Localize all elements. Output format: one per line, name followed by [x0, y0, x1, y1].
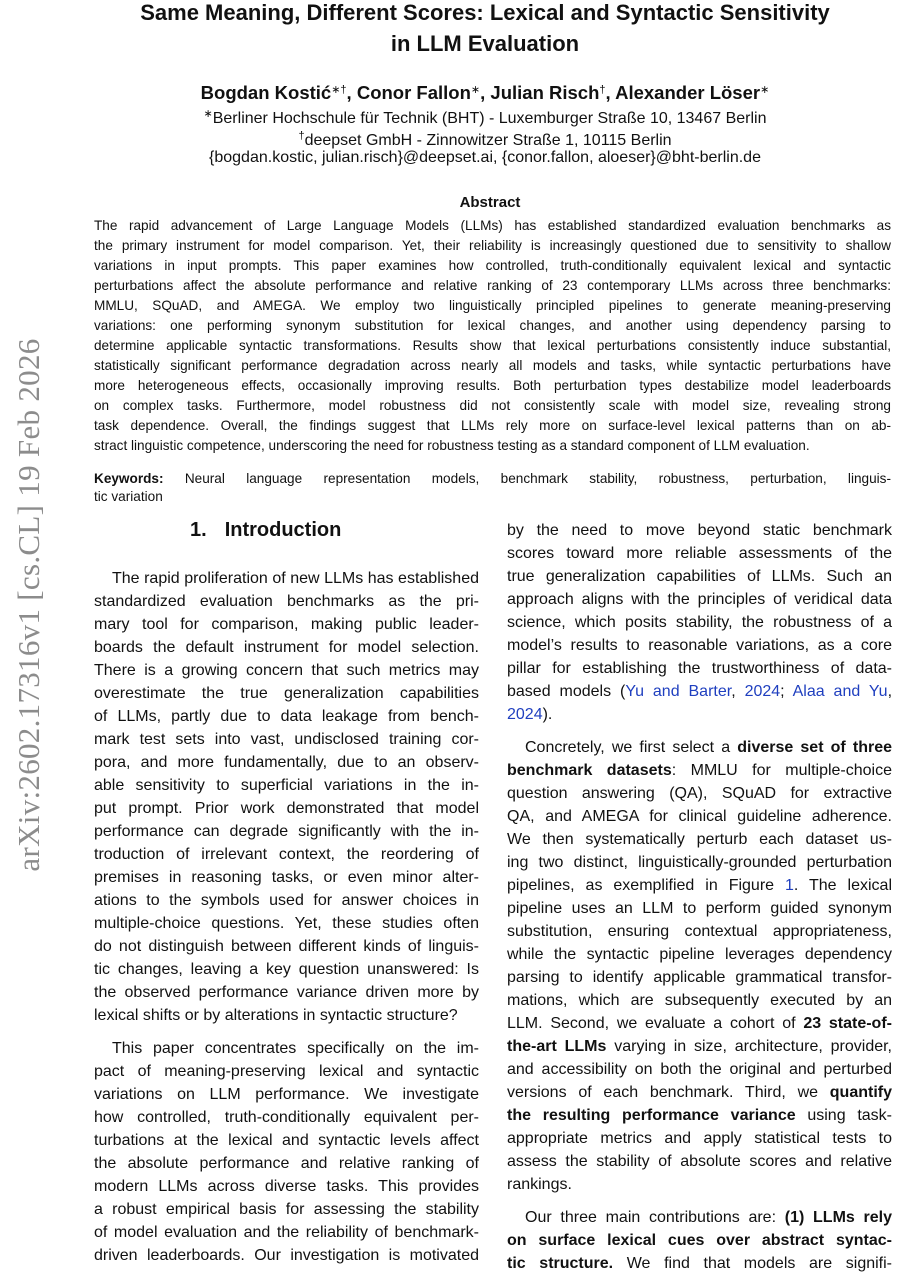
arxiv-identifier	[6, 285, 52, 925]
section-title: Introduction	[224, 519, 342, 541]
body-line: turbations at the lexical and syntactic levels affect	[94, 1132, 479, 1149]
body-line: how controlled, truth-conditionally equivalent per-	[94, 1109, 479, 1126]
body-line: pora, and more fundamentally, due to an observ-	[94, 754, 479, 771]
text-fragment: pipelines, as exemplified in Figure	[507, 877, 785, 894]
abstract-line: the primary instrument for model comparison. Yet, their reliability is increasingly questioned due to sensitivity to shallow	[94, 238, 891, 253]
abstract-line: The rapid advancement of Large Language Models (LLMs) has established standardized evaluation benchmarks as	[94, 218, 891, 233]
abstract-line: MMLU, SQuAD, and AMEGA. We employ two linguistically principled pipelines to generate meaning-preserving	[94, 298, 891, 313]
author-name: Alexander Löser	[615, 82, 761, 103]
body-line: by the need to move beyond static benchmark	[507, 522, 892, 539]
abstract-line: variations in input prompts. This paper examines how controlled, truth-conditionally equivalent lexical and syntactic	[94, 258, 891, 273]
body-line: multiple-choice questions. Yet, these studies often	[94, 915, 479, 932]
body-line: This paper concentrates specifically on the im-	[112, 1040, 479, 1057]
paper-title-line-1: Same Meaning, Different Scores: Lexical and Syntactic Sensitivity	[140, 0, 830, 25]
body-line: assess the stability of absolute scores and relative	[507, 1153, 892, 1170]
text-fragment: using task-	[795, 1107, 893, 1124]
text-fragment: based models (	[507, 683, 626, 700]
abstract-heading: Abstract	[459, 194, 521, 211]
body-line: tic changes, leaving a key question unanswered: Is	[94, 961, 479, 978]
body-line: of LLMs, partly due to data leakage from bench-	[94, 708, 479, 725]
author-affiliation-mark: †	[599, 84, 606, 96]
body-line	[507, 1252, 892, 1275]
body-line: a robust empirical basis for assessing the stability	[94, 1201, 479, 1218]
abstract-line: determine applicable syntactic transformations. Results show that lexical perturbations consistently induce substantial,	[94, 338, 891, 353]
body-line	[507, 874, 892, 897]
body-line: troduction of irrelevant context, the reordering of	[94, 846, 479, 863]
body-line: boards the default instrument for model selection.	[94, 639, 479, 656]
text-fragment: varying in size, architecture, provider,	[606, 1038, 892, 1055]
body-line	[507, 1104, 892, 1127]
body-line	[507, 1081, 892, 1104]
body-line: modern LLMs across diverse tasks. This provides	[94, 1178, 479, 1195]
text-fragment: We find that models are signifi-	[613, 1255, 892, 1272]
body-line: put prompt. Prior work demonstrated that model	[94, 800, 479, 817]
text-fragment: LLM. Second, we evaluate a cohort of	[507, 1015, 804, 1032]
keywords-line: tic variation	[94, 489, 163, 504]
bold-fragment: tic structure.	[507, 1255, 614, 1272]
author-list: Bogdan Kostić∗†, Conor Fallon∗, Julian Risch†, Alexander Löser∗	[200, 82, 770, 103]
body-line: premises in reasoning tasks, or even minor alter-	[94, 869, 479, 886]
body-line: driven leaderboards. Our investigation is motivated	[94, 1247, 479, 1264]
author-affiliation-mark: ∗	[470, 84, 481, 96]
author-affiliation-mark: ∗	[760, 84, 770, 96]
bold-fragment: 23 state-of-	[803, 1015, 892, 1032]
body-line-citations	[507, 703, 892, 726]
body-line	[507, 1229, 892, 1252]
body-line: mary tool for comparison, making public leader-	[94, 616, 479, 633]
body-line: scores toward more reliable assessments of the	[507, 545, 892, 562]
author-name: Julian Risch	[490, 82, 600, 103]
text-fragment: ).	[542, 706, 553, 723]
abstract-line: perturbations affect the absolute performance and relative ranking of 23 contemporary LLMs across three benchmarks:	[94, 278, 891, 293]
body-line: substitution, ensuring contextual appropriateness,	[507, 923, 892, 940]
author-name: Conor Fallon	[356, 82, 471, 103]
body-line: mark test sets into vast, undisclosed training cor-	[94, 731, 479, 748]
abstract-line: more heterogeneous effects, occasionally improving results. Both perturbation types destabilize model leaderboards	[94, 378, 891, 393]
body-line: question answering (QA), SQuAD for extractive	[507, 785, 892, 802]
body-line: The rapid proliferation of new LLMs has established	[112, 570, 479, 587]
body-line: mations, which are subsequently executed by an	[507, 992, 892, 1009]
bold-fragment: quantify	[829, 1084, 892, 1101]
text-fragment: : MMLU for multiple-choice	[671, 762, 892, 779]
body-line: parsing to identify applicable grammatical transfor-	[507, 969, 892, 986]
section-number: 1.	[190, 519, 207, 541]
body-line: true generalization capabilities of LLMs. Such an	[507, 568, 892, 585]
paper-title-line-2: in LLM Evaluation	[390, 31, 580, 56]
citation-link[interactable]: Alaa and Yu	[792, 683, 888, 700]
body-line: rankings.	[507, 1176, 572, 1193]
keywords-line	[94, 469, 891, 489]
bold-fragment: (1) LLMs rely	[784, 1209, 892, 1226]
keywords-text: Neural language representation models, benchmark stability, robustness, perturbation, linguis-	[184, 471, 891, 486]
body-line: pipeline uses an LLM to perform guided synonym	[507, 900, 892, 917]
citation-year-link[interactable]: 2024	[507, 706, 543, 723]
author-affiliation-mark: ∗†	[331, 84, 347, 96]
body-line: ations to the symbols used for answer choices in	[94, 892, 479, 909]
text-fragment: Concretely, we first select a	[525, 739, 738, 756]
abstract-line: variations: one performing synonym substitution for lexical changes, and another using dependency parsing to	[94, 318, 891, 333]
body-line	[507, 736, 892, 759]
body-line: ing two distinct, linguistically-grounded perturbation	[507, 854, 892, 871]
body-line: pillar for establishing the trustworthiness of data-	[507, 660, 892, 677]
affiliation-text: Berliner Hochschule für Technik (BHT) - Luxemburger Straße 10, 13467 Berlin	[212, 110, 767, 127]
body-line: performance can degrade significantly with the in-	[94, 823, 479, 840]
affiliation-mark: †	[298, 130, 305, 142]
author-name: Bogdan Kostić	[200, 82, 332, 103]
text-fragment: . The lexical	[793, 877, 892, 894]
body-line: approach aligns with the principles of veridical data	[507, 591, 892, 608]
body-line	[507, 1206, 892, 1229]
text-fragment: versions of each benchmark. Third, we	[507, 1084, 830, 1101]
text-fragment: ,	[887, 683, 893, 700]
body-line	[507, 1035, 892, 1058]
bold-fragment: on surface lexical cues over abstract syntac-	[507, 1232, 892, 1249]
abstract-line: task dependence. Overall, the findings suggest that LLMs rely more on surface-level lexical patterns than on ab-	[94, 418, 891, 433]
abstract-line: stract linguistic competence, underscoring the need for robustness testing as a standard component of LLM evaluation.	[94, 438, 810, 453]
affiliation-text: deepset GmbH - Zinnowitzer Straße 1, 10115 Berlin	[304, 132, 672, 149]
text-fragment: Our three main contributions are:	[525, 1209, 785, 1226]
bold-fragment: the-art LLMs	[507, 1038, 607, 1055]
citation-link[interactable]: Yu and Barter	[625, 683, 732, 700]
body-line	[507, 759, 892, 782]
citation-year-link[interactable]: 2024	[744, 683, 781, 700]
body-line: QA, and AMEGA for clinical guideline adherence.	[507, 808, 892, 825]
body-line: There is a growing concern that such metrics may	[94, 662, 479, 679]
body-line: of model evaluation and the reliability of benchmark-	[94, 1224, 479, 1241]
arxiv-identifier-text: arXiv:2602.17316v1 [cs.CL] 19 Feb 2026	[11, 338, 46, 872]
abstract-line: on complex tasks. Furthermore, model robustness did not consistently scale with model size, revealing strong	[94, 398, 891, 413]
text-fragment: ;	[780, 683, 793, 700]
body-line: standardized evaluation benchmarks as the pri-	[94, 593, 479, 610]
text-fragment: ,	[731, 683, 745, 700]
body-line: science, which posits stability, the robustness of a	[507, 614, 892, 631]
affiliation-mark: ∗	[203, 108, 213, 120]
body-line: the observed performance variance driven more by	[94, 984, 479, 1001]
body-line: lexical shifts or by alterations in syntactic structure?	[94, 1007, 458, 1024]
bold-fragment: the resulting performance variance	[507, 1107, 796, 1124]
body-line: the absolute performance and relative ranking of	[94, 1155, 479, 1172]
body-line: and accessibility on both the original and perturbed	[507, 1061, 892, 1078]
section-heading-introduction	[190, 517, 341, 543]
body-line-citations	[507, 680, 892, 703]
body-line	[507, 1012, 892, 1035]
body-line: We then systematically perturb each dataset us-	[507, 831, 892, 848]
bold-fragment: diverse set of three	[737, 739, 892, 756]
body-line: model’s results to reasonable variations, as a core	[507, 637, 892, 654]
body-line: pact of meaning-preserving lexical and syntactic	[94, 1063, 479, 1080]
body-line: able sensitivity to superficial variations in the in-	[94, 777, 479, 794]
abstract-line: statistically significant performance degradation across nearly all models and tasks, while syntactic perturbations have	[94, 358, 891, 373]
body-line: while the syntactic pipeline leverages dependency	[507, 946, 892, 963]
email-text: {bogdan.kostic, julian.risch}@deepset.ai, {conor.fallon, aloeser}@bht-berlin.de	[209, 149, 761, 166]
body-line: do not distinguish between different kinds of linguis-	[94, 938, 479, 955]
paper-title	[70, 0, 900, 59]
body-line: appropriate metrics and apply statistical tests to	[507, 1130, 892, 1147]
bold-fragment: benchmark datasets	[507, 762, 672, 779]
body-line: overestimate the true generalization capabilities	[94, 685, 479, 702]
body-line: variations on LLM performance. We investigate	[94, 1086, 479, 1103]
figure-reference-link[interactable]: 1	[785, 877, 794, 894]
keywords-label: Keywords:	[94, 471, 164, 486]
author-emails	[70, 147, 900, 169]
